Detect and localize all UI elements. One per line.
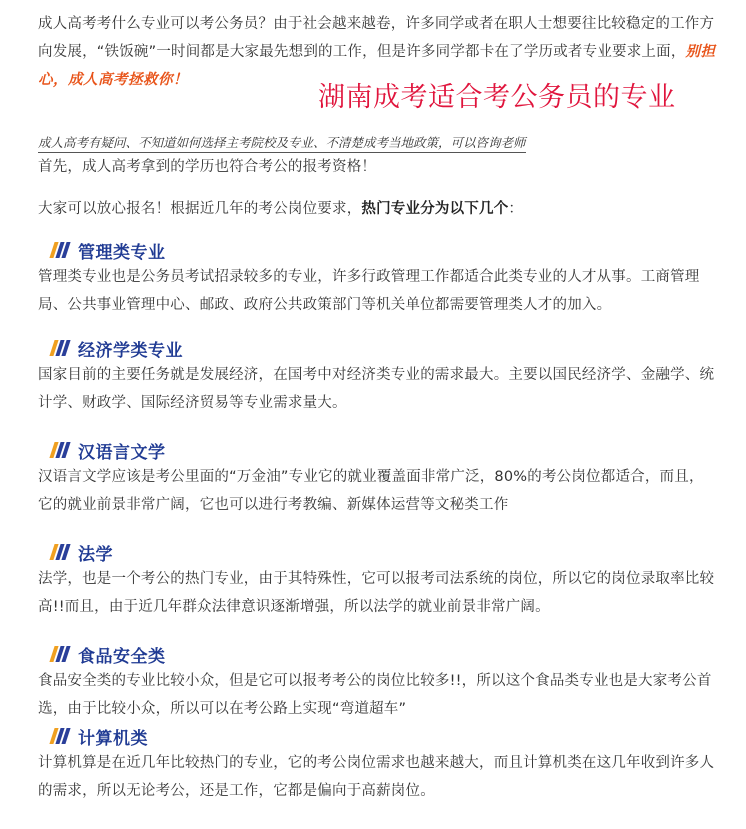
majors-intro-bold: 热门专业分为以下几个	[361, 201, 509, 217]
section-title: 经济学类专业	[78, 340, 183, 361]
section-chinese-literature	[38, 437, 718, 519]
section-title: 计算机类	[78, 728, 148, 749]
section-heading	[52, 723, 718, 749]
section-body: 计算机算是在近几年比较热门的专业，它的考公岗位需求也越来越大，而且计算机类在这几年收到许多人的需求，所以无论考公，还是工作，它都是偏向于高薪岗位。	[38, 755, 715, 799]
banner-title: 湖南成考适合考公务员的专业	[318, 82, 676, 113]
majors-intro-end: ：	[508, 201, 524, 217]
triple-slash-icon	[52, 544, 68, 560]
section-title: 食品安全类	[78, 646, 166, 667]
section-management	[38, 237, 718, 319]
section-computer	[38, 723, 718, 805]
section-body: 法学，也是一个考公的热门专业，由于其特殊性，它可以报考司法系统的岗位，所以它的岗位录取率比较高!!而且，由于近几年群众法律意识逐渐增强，所以法学的就业前景非常广阔。	[38, 571, 715, 615]
consult-line[interactable]: 成人高考有疑问、不知道如何选择主考院校及专业、不清楚成考当地政策，可以咨询老师	[38, 134, 526, 153]
intro-text: 成人高考考什么专业可以考公务员？由于社会越来越卷，许多同学或者在职人士想要往比较稳定的工作方向发展，“铁饭碗”一时间都是大家最先想到的工作，但是许多同学都卡在了学历或者专业要求上面，	[38, 16, 715, 60]
section-heading	[52, 641, 718, 667]
section-body: 汉语言文学应该是考公里面的“万金油”专业它的就业覆盖面非常广泛，80%的考公岗位都适合，而且，它的就业前景非常广阔，它也可以进行考教编、新媒体运营等文秘类工作	[38, 469, 704, 513]
section-body: 食品安全类的专业比较小众，但是它可以报考考公的岗位比较多!!，所以这个食品类专业也是大家考公首选，由于比较小众，所以可以在考公路上实现“弯道超车”	[38, 673, 712, 717]
triple-slash-icon	[52, 728, 68, 744]
spacer	[38, 181, 718, 195]
section-body: 管理类专业也是公务员考试招录较多的专业，许多行政管理工作都适合此类专业的人才从事。工商管理局、公共事业管理中心、邮政、政府公共政策部门等机关单位都需要管理类人才的加入。	[38, 269, 700, 313]
triple-slash-icon	[52, 442, 68, 458]
section-title: 管理类专业	[78, 242, 166, 263]
section-law	[38, 539, 718, 621]
section-heading	[52, 539, 718, 565]
section-heading	[52, 335, 718, 361]
triple-slash-icon	[52, 340, 68, 356]
intro-highlight: 别担心，成人高考拯救你！	[38, 44, 716, 88]
triple-slash-icon	[52, 646, 68, 662]
paragraph-qualification: 首先，成人高考拿到的学历也符合考公的报考资格！	[38, 159, 377, 175]
article	[38, 10, 718, 805]
triple-slash-icon	[52, 242, 68, 258]
section-heading	[52, 437, 718, 463]
majors-intro-text: 大家可以放心报名！根据近几年的考公岗位要求，	[38, 201, 362, 217]
section-economics	[38, 335, 718, 417]
section-title: 汉语言文学	[78, 442, 166, 463]
section-title: 法学	[78, 544, 113, 565]
paragraph-majors-intro	[38, 195, 718, 223]
section-body: 国家目前的主要任务就是发展经济，在国考中对经济类专业的需求最大。主要以国民经济学、金融学、统计学、财政学、国际经济贸易等专业需求量大。	[38, 367, 715, 411]
section-heading	[52, 237, 718, 263]
section-food-safety	[38, 641, 718, 723]
